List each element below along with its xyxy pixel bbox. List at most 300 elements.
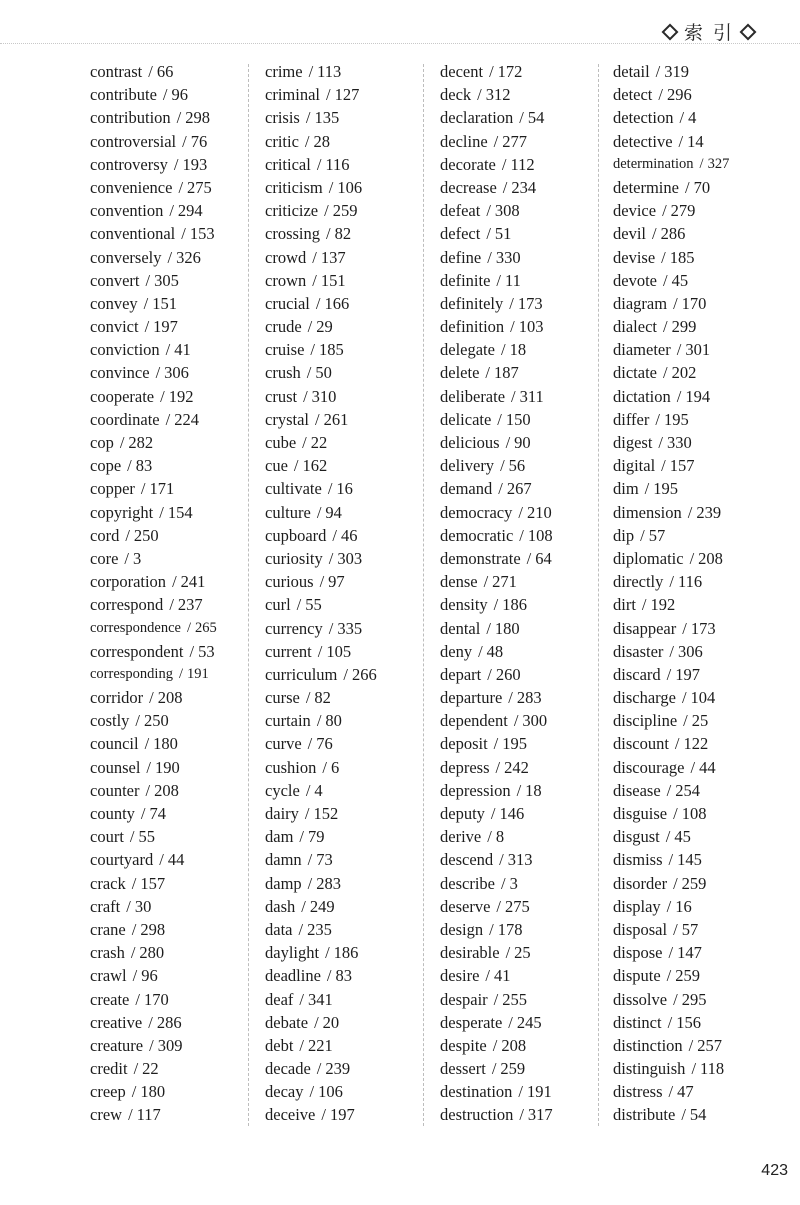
index-entry <box>613 431 778 454</box>
index-entry <box>90 988 255 1011</box>
index-page-ref: 195 <box>653 479 679 499</box>
slash-separator: / <box>489 919 494 939</box>
slash-separator: / <box>319 572 325 592</box>
index-word: deadline <box>265 966 321 986</box>
index-page-ref: 41 <box>174 340 191 360</box>
index-page-ref: 259 <box>500 1059 526 1079</box>
index-page-ref: 239 <box>325 1059 351 1079</box>
slash-separator: / <box>678 131 684 151</box>
index-entry <box>265 895 430 918</box>
index-entry <box>613 686 778 709</box>
index-page-ref: 306 <box>678 641 703 661</box>
index-entry <box>613 199 778 222</box>
index-page-ref: 259 <box>675 966 701 986</box>
index-entry <box>613 130 778 153</box>
slash-separator: / <box>673 293 678 313</box>
index-entry <box>265 732 430 755</box>
slash-separator: / <box>328 177 334 197</box>
index-column-4 <box>613 60 778 1127</box>
index-page-ref: 18 <box>525 780 542 800</box>
index-entry <box>265 1011 430 1034</box>
index-word: dismiss <box>613 850 663 870</box>
index-word: discount <box>613 734 669 754</box>
index-entry <box>265 663 430 686</box>
index-page-ref: 73 <box>316 850 333 870</box>
slash-separator: / <box>666 664 672 684</box>
slash-separator: / <box>145 270 151 290</box>
slash-separator: / <box>519 1105 524 1125</box>
index-page-ref: 83 <box>335 966 352 986</box>
index-entry <box>440 709 605 732</box>
index-word: distinction <box>613 1035 683 1055</box>
index-entry <box>613 547 778 570</box>
index-word: devil <box>613 224 646 244</box>
slash-separator: / <box>519 108 524 128</box>
index-word: crush <box>265 363 301 383</box>
slash-separator: / <box>178 177 184 197</box>
index-entry <box>90 1057 255 1080</box>
index-entry <box>90 617 255 640</box>
index-page-ref: 249 <box>309 896 335 916</box>
index-page-ref: 76 <box>190 131 208 151</box>
index-page-ref: 108 <box>527 525 553 545</box>
index-word: curious <box>265 572 314 592</box>
index-word: define <box>440 247 482 267</box>
index-entry <box>440 222 605 245</box>
index-page-ref: 305 <box>154 270 179 290</box>
index-entry <box>440 802 605 825</box>
index-word: currency <box>265 618 323 638</box>
index-word: distinct <box>613 1012 662 1032</box>
index-entry <box>440 524 605 547</box>
index-entry <box>90 547 255 570</box>
index-entry <box>440 547 605 570</box>
index-entry <box>265 1103 430 1126</box>
index-entry <box>613 872 778 895</box>
index-entry <box>440 1011 605 1034</box>
index-entry <box>613 222 778 245</box>
index-page-ref: 116 <box>325 154 350 174</box>
index-word: coordinate <box>90 409 160 429</box>
slash-separator: / <box>491 1059 497 1079</box>
slash-separator: / <box>314 409 320 429</box>
index-word: counter <box>90 780 140 800</box>
index-entry <box>265 848 430 871</box>
index-word: copyright <box>90 502 154 522</box>
slash-separator: / <box>493 131 499 151</box>
slash-separator: / <box>478 641 483 661</box>
slash-separator: / <box>140 479 146 499</box>
index-word: critical <box>265 154 311 174</box>
index-page-ref: 195 <box>663 409 689 429</box>
index-word: despair <box>440 989 488 1009</box>
index-page-ref: 242 <box>504 757 529 777</box>
index-word: detail <box>613 62 650 81</box>
index-entry <box>265 153 430 176</box>
index-entry <box>613 106 778 129</box>
slash-separator: / <box>684 177 690 197</box>
index-entry <box>613 779 778 802</box>
index-word: display <box>613 896 661 916</box>
index-page-ref: 54 <box>689 1105 707 1125</box>
slash-separator: / <box>307 850 313 870</box>
index-word: delicious <box>440 433 500 452</box>
index-entry <box>90 477 255 500</box>
index-page-ref: 127 <box>334 85 360 105</box>
index-entry <box>440 640 605 663</box>
slash-separator: / <box>505 433 511 452</box>
slash-separator: / <box>668 943 674 963</box>
index-page-ref: 145 <box>677 850 702 870</box>
index-entry <box>265 686 430 709</box>
index-entry <box>265 918 430 941</box>
index-word: dialect <box>613 317 657 337</box>
index-word: crane <box>90 919 126 939</box>
index-word: correspondence <box>90 619 181 636</box>
index-entry <box>90 779 255 802</box>
index-word: crucial <box>265 293 310 313</box>
index-page-ref: 280 <box>139 943 165 963</box>
slash-separator: / <box>159 502 164 522</box>
index-entry <box>440 106 605 129</box>
slash-separator: / <box>676 340 682 360</box>
index-word: defect <box>440 224 481 244</box>
index-word: corporation <box>90 572 167 592</box>
slash-separator: / <box>148 1012 153 1032</box>
index-entry <box>613 524 778 547</box>
slash-separator: / <box>486 201 491 221</box>
index-entry <box>613 964 778 987</box>
index-word: depart <box>440 664 482 684</box>
index-word: describe <box>440 873 495 893</box>
index-entry <box>265 524 430 547</box>
index-word: courtyard <box>90 850 154 870</box>
index-page-ref: 103 <box>518 317 544 337</box>
index-word: desire <box>440 966 480 986</box>
index-page-ref: 55 <box>305 595 322 615</box>
slash-separator: / <box>296 595 302 615</box>
slash-separator: / <box>160 386 165 406</box>
slash-separator: / <box>661 247 666 267</box>
index-page-ref: 104 <box>690 688 716 708</box>
index-word: correspondent <box>90 641 184 661</box>
index-word: dense <box>440 572 478 592</box>
index-entry <box>90 732 255 755</box>
index-word: convince <box>90 363 150 383</box>
slash-separator: / <box>301 896 306 916</box>
index-entry <box>265 640 430 663</box>
index-entry <box>90 199 255 222</box>
index-word: cultivate <box>265 479 322 499</box>
index-word: decay <box>265 1082 304 1102</box>
column-divider <box>248 64 249 1126</box>
index-page-ref: 208 <box>501 1035 527 1055</box>
index-entry <box>613 292 778 315</box>
index-entry <box>265 501 430 524</box>
index-entry <box>613 756 778 779</box>
index-column-1 <box>90 60 255 1127</box>
index-entry <box>265 106 430 129</box>
index-entry <box>265 222 430 245</box>
index-page-ref: 279 <box>670 201 696 221</box>
index-word: contribution <box>90 108 171 128</box>
index-page-ref: 265 <box>195 619 217 636</box>
slash-separator: / <box>127 456 132 476</box>
slash-separator: / <box>498 479 503 499</box>
index-page-ref: 70 <box>693 177 711 197</box>
index-word: cupboard <box>265 525 327 545</box>
slash-separator: / <box>299 989 304 1009</box>
slash-separator: / <box>312 247 317 267</box>
index-entry <box>90 895 255 918</box>
index-word: depression <box>440 780 511 800</box>
index-entry <box>90 431 255 454</box>
slash-separator: / <box>501 154 507 174</box>
index-entry <box>440 501 605 524</box>
index-page-ref: 56 <box>508 456 526 476</box>
index-page-ref: 94 <box>325 502 342 522</box>
index-word: desirable <box>440 943 500 963</box>
slash-separator: / <box>668 1082 674 1102</box>
index-page-ref: 191 <box>527 1082 552 1102</box>
index-entry <box>265 385 430 408</box>
index-entry <box>90 292 255 315</box>
index-word: controversial <box>90 131 177 151</box>
index-page-ref: 197 <box>153 317 178 337</box>
index-word: county <box>90 804 135 823</box>
slash-separator: / <box>508 1012 513 1032</box>
slash-separator: / <box>485 966 490 986</box>
index-word: dictation <box>613 386 671 406</box>
index-entry <box>265 431 430 454</box>
slash-separator: / <box>305 108 311 128</box>
slash-separator: / <box>699 155 704 172</box>
index-page-ref: 221 <box>308 1035 333 1055</box>
slash-separator: / <box>496 896 501 916</box>
index-entry <box>613 385 778 408</box>
index-word: corresponding <box>90 665 173 682</box>
index-entry <box>265 779 430 802</box>
index-entry <box>613 315 778 338</box>
slash-separator: / <box>165 409 171 429</box>
index-word: decade <box>265 1059 311 1079</box>
index-page-ref: 45 <box>671 270 689 290</box>
index-word: crawl <box>90 966 127 986</box>
index-page-ref: 260 <box>495 664 521 684</box>
index-page-ref: 254 <box>675 780 700 800</box>
slash-separator: / <box>669 572 674 592</box>
slash-separator: / <box>131 873 137 893</box>
slash-separator: / <box>662 201 667 221</box>
index-entry <box>613 593 778 616</box>
index-entry <box>265 547 430 570</box>
index-page-ref: 319 <box>664 62 689 81</box>
index-word: disappear <box>613 618 677 638</box>
index-word: dissolve <box>613 989 668 1009</box>
index-entry <box>90 454 255 477</box>
index-page-ref: 53 <box>198 641 215 661</box>
index-entry <box>90 1103 255 1126</box>
index-entry <box>613 1057 778 1080</box>
index-page-ref: 271 <box>492 572 517 592</box>
slash-separator: / <box>325 943 330 963</box>
index-page-ref: 151 <box>152 293 177 313</box>
slash-separator: / <box>673 804 678 823</box>
slash-separator: / <box>327 479 333 499</box>
slash-separator: / <box>667 1012 673 1032</box>
index-page-ref: 202 <box>671 363 697 383</box>
slash-separator: / <box>140 804 146 823</box>
index-word: deserve <box>440 896 491 916</box>
slash-separator: / <box>326 224 331 244</box>
index-page-ref: 180 <box>494 618 520 638</box>
index-page-ref: 234 <box>511 177 537 197</box>
index-page-ref: 312 <box>485 85 511 105</box>
index-page-ref: 295 <box>681 989 707 1009</box>
slash-separator: / <box>679 108 685 128</box>
index-page-ref: 170 <box>143 989 169 1009</box>
index-entry <box>265 130 430 153</box>
index-page-ref: 147 <box>677 943 702 963</box>
index-word: detect <box>613 85 653 105</box>
index-word: descend <box>440 850 494 870</box>
index-page-ref: 187 <box>493 363 519 383</box>
slash-separator: / <box>169 201 174 221</box>
slash-separator: / <box>495 757 501 777</box>
index-page-ref: 186 <box>333 943 359 963</box>
slash-separator: / <box>655 409 660 429</box>
index-page-ref: 20 <box>322 1012 340 1032</box>
index-word: digest <box>613 433 653 452</box>
index-page-ref: 83 <box>135 456 153 476</box>
index-page-ref: 28 <box>313 131 330 151</box>
index-entry <box>90 176 255 199</box>
index-entry <box>440 825 605 848</box>
index-entry <box>613 663 778 686</box>
slash-separator: / <box>669 641 674 661</box>
index-page-ref: 156 <box>676 1012 701 1032</box>
index-word: counsel <box>90 757 141 777</box>
index-page-ref: 30 <box>134 896 152 916</box>
index-word: definite <box>440 270 491 290</box>
index-page-ref: 22 <box>310 433 328 452</box>
index-word: conventional <box>90 224 176 244</box>
index-entry <box>265 872 430 895</box>
index-entry <box>440 663 605 686</box>
index-word: curl <box>265 595 291 615</box>
slash-separator: / <box>316 1059 322 1079</box>
index-word: derive <box>440 827 482 847</box>
index-page-ref: 66 <box>156 62 174 81</box>
index-page-ref: 245 <box>516 1012 542 1032</box>
index-page-ref: 166 <box>324 293 350 313</box>
slash-separator: / <box>310 340 315 360</box>
slash-separator: / <box>508 688 513 708</box>
index-page-ref: 296 <box>666 85 692 105</box>
index-entry <box>613 1034 778 1057</box>
index-word: cushion <box>265 757 317 777</box>
index-entry <box>613 477 778 500</box>
slash-separator: / <box>309 1082 315 1102</box>
index-page-ref: 105 <box>326 641 352 661</box>
index-page-ref: 259 <box>681 873 707 893</box>
index-page-ref: 162 <box>302 456 328 476</box>
index-word: crisis <box>265 108 300 128</box>
index-page-ref: 300 <box>522 711 548 731</box>
index-page-ref: 117 <box>136 1105 161 1125</box>
index-entry <box>90 709 255 732</box>
index-entry <box>440 1034 605 1057</box>
index-word: criticism <box>265 177 323 197</box>
index-page-ref: 135 <box>314 108 340 128</box>
index-word: departure <box>440 688 503 708</box>
index-word: convenience <box>90 177 173 197</box>
index-page-ref: 239 <box>696 502 722 522</box>
index-page-ref: 106 <box>337 177 363 197</box>
index-entry <box>613 825 778 848</box>
index-entry <box>265 709 430 732</box>
index-page-ref: 275 <box>504 896 530 916</box>
index-word: decrease <box>440 177 497 197</box>
index-entry <box>613 732 778 755</box>
slash-separator: / <box>526 548 532 568</box>
index-page-ref: 22 <box>142 1059 159 1079</box>
slash-separator: / <box>325 85 331 105</box>
index-page-ref: 283 <box>516 688 542 708</box>
index-entry <box>440 477 605 500</box>
index-page-ref: 266 <box>351 664 377 684</box>
index-page-ref: 250 <box>133 525 159 545</box>
index-page-ref: 76 <box>316 734 333 754</box>
index-word: curiosity <box>265 548 323 568</box>
index-page-ref: 79 <box>308 827 325 847</box>
index-page-ref: 3 <box>509 873 518 893</box>
index-word: crowd <box>265 247 307 267</box>
index-entry <box>440 918 605 941</box>
index-word: decent <box>440 62 484 81</box>
slash-separator: / <box>307 734 313 754</box>
index-word: cruise <box>265 340 305 360</box>
index-word: dam <box>265 827 294 847</box>
index-entry <box>440 1057 605 1080</box>
slash-separator: / <box>640 525 645 545</box>
index-word: creature <box>90 1035 144 1055</box>
index-word: crew <box>90 1105 123 1125</box>
index-entry <box>90 1080 255 1103</box>
index-word: daylight <box>265 943 320 963</box>
header-divider <box>0 43 800 44</box>
index-entry <box>90 941 255 964</box>
index-word: data <box>265 919 293 939</box>
index-page-ref: 257 <box>697 1035 723 1055</box>
index-entry <box>265 269 430 292</box>
index-page-ref: 235 <box>307 919 332 939</box>
slash-separator: / <box>662 317 668 337</box>
slash-separator: / <box>513 711 519 731</box>
index-entry <box>440 199 605 222</box>
index-word: dictate <box>613 363 657 383</box>
index-page-ref: 208 <box>698 548 723 568</box>
slash-separator: / <box>135 711 141 731</box>
index-entry <box>265 1034 430 1057</box>
slash-separator: / <box>681 1105 686 1125</box>
index-entry <box>90 338 255 361</box>
index-entry <box>440 246 605 269</box>
index-entry <box>440 361 605 384</box>
index-word: culture <box>265 502 311 522</box>
index-entry <box>613 1103 778 1126</box>
slash-separator: / <box>305 688 311 708</box>
